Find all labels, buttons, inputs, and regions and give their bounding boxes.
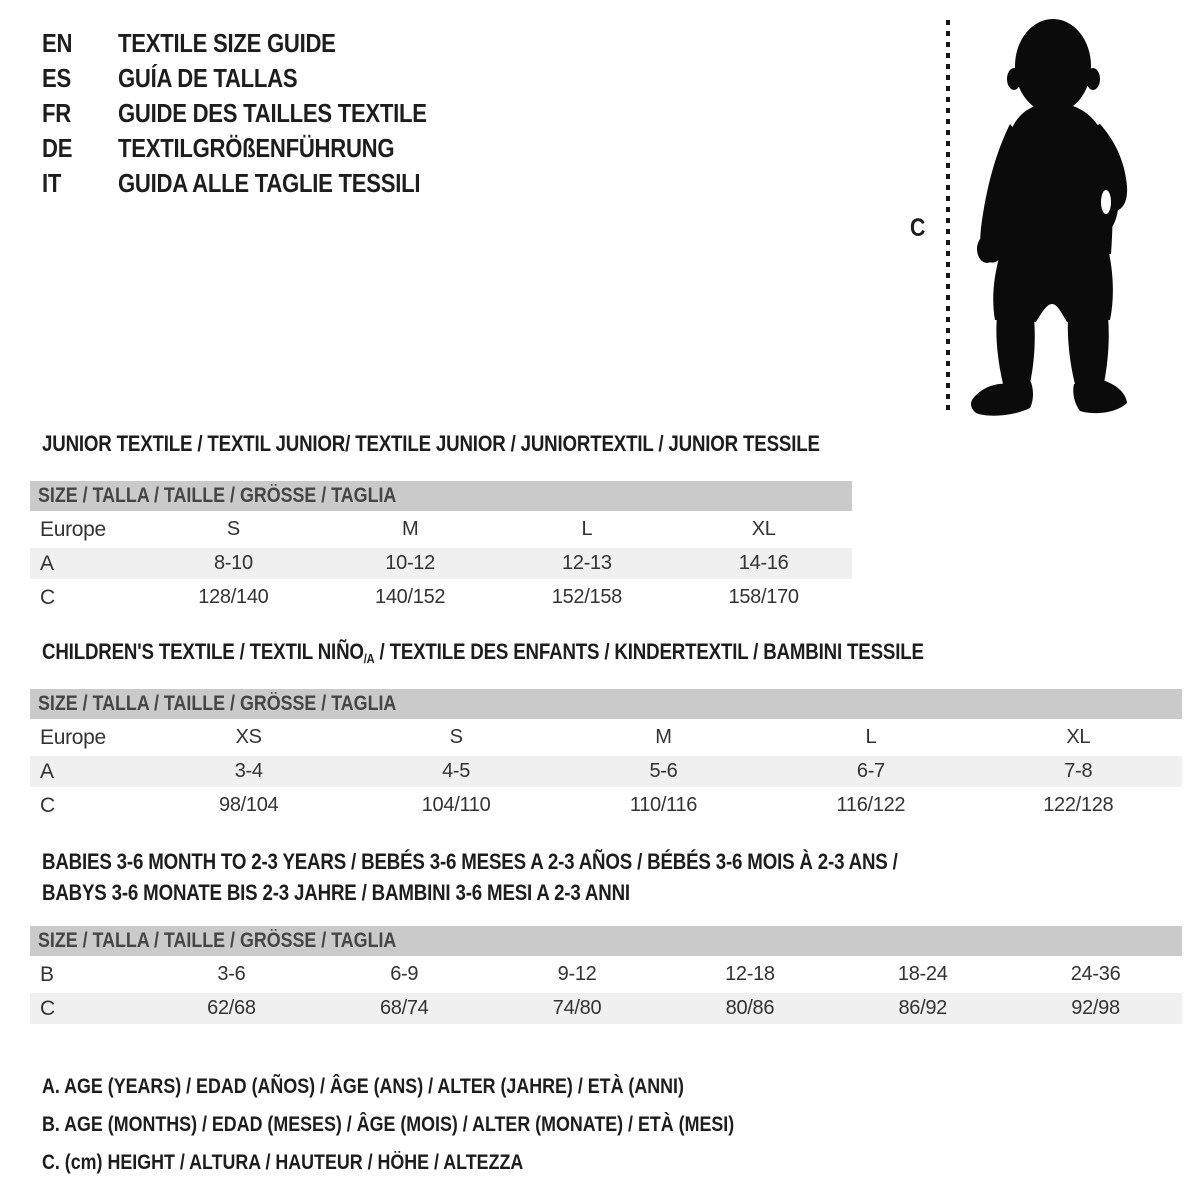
junior-row-height [30,582,852,613]
row-label: Europe [40,725,106,749]
table-cell: 152/158 [551,586,622,608]
table-cell: 9-12 [557,963,597,985]
table-cell: 128/140 [198,586,269,608]
children-size-table [30,689,1182,821]
toddler-head [1015,19,1091,113]
row-label: B [40,962,54,986]
junior-size-header-bar: SIZE / TALLA / TAILLE / GRÖSSE / TAGLIA [30,481,852,511]
table-cell: XL [751,518,776,540]
table-cell: 104/110 [421,794,491,816]
toddler-silhouette-icon [960,16,1140,418]
row-label: A [40,759,54,783]
babies-section-title [42,846,1049,908]
table-cell: 6-7 [856,760,885,782]
table-cell: S [226,518,240,540]
junior-row-europe [30,514,852,545]
children-row-age [30,756,1182,787]
table-cell: XL [1066,726,1091,748]
children-title-text: CHILDREN'S TEXTILE / TEXTIL NIÑO [42,639,364,664]
babies-title-line2: BABYS 3-6 MONATE BIS 2-3 JAHRE / BAMBINI 3-6 MESI A 2-3 ANNI [42,880,630,905]
table-cell: 12-13 [562,552,612,574]
legend [42,1068,856,1182]
language-row-de [42,131,481,166]
legend-line-b: B. AGE (MONTHS) / EDAD (MESES) / ÂGE (MOIS) / ALTER (MONATE) / ETÀ (MESI) [42,1113,735,1136]
table-cell: 24-36 [1070,963,1121,985]
babies-row-height [30,993,1182,1024]
babies-title-line1: BABIES 3-6 MONTH TO 2-3 YEARS / BEBÉS 3-6 MESES A 2-3 AÑOS / BÉBÉS 3-6 MOIS À 2-3 ANS / [42,849,898,874]
language-code: IT [42,168,62,198]
guide-title-en: TEXTILE SIZE GUIDE [118,28,336,58]
height-measure-label: C [910,214,926,242]
table-cell: 7-8 [1064,760,1093,782]
table-cell: 98/104 [219,794,279,816]
row-label: C [40,585,55,609]
table-cell: 18-24 [897,963,948,985]
children-row-europe [30,722,1182,753]
table-cell: M [401,518,419,540]
guide-title-es: GUÍA DE TALLAS [118,63,298,93]
table-cell: M [655,726,672,748]
table-cell: L [581,518,593,540]
table-cell: 110/116 [629,794,698,816]
language-row-es [42,61,481,96]
table-cell: 6-9 [390,963,419,985]
table-cell: XS [235,726,262,748]
table-cell: 10-12 [385,552,435,574]
table-cell: 122/128 [1043,794,1114,816]
children-title-text: / TEXTILE DES ENFANTS / KINDERTEXTIL / BAMBINI TESSILE [374,639,924,664]
table-cell: 3-6 [217,963,246,985]
table-cell: 3-4 [234,760,263,782]
children-title-subscript: /A [363,651,375,666]
table-cell: L [865,726,877,748]
table-cell: 14-16 [738,552,789,574]
language-code: ES [42,63,71,93]
babies-size-header-bar: SIZE / TALLA / TAILLE / GRÖSSE / TAGLIA [30,926,1182,956]
children-size-header-bar: SIZE / TALLA / TAILLE / GRÖSSE / TAGLIA [30,689,1182,719]
babies-size-table [30,926,1182,1024]
language-header [42,26,481,201]
table-cell: 5-6 [649,760,678,782]
junior-row-age [30,548,852,579]
table-cell: 62/68 [207,997,256,1019]
language-code: EN [42,28,73,58]
babies-row-age-months [30,959,1182,990]
table-cell: 86/92 [898,997,948,1019]
table-cell: 140/152 [375,586,446,608]
row-label: C [40,996,55,1020]
row-label: A [40,551,54,575]
guide-title-it: GUIDA ALLE TAGLIE TESSILI [118,168,421,198]
row-label: C [40,793,55,817]
table-cell: 80/86 [725,997,775,1019]
guide-title-fr: GUIDE DES TAILLES TEXTILE [118,98,427,128]
language-row-en [42,26,481,61]
table-cell: 116/122 [836,794,906,816]
table-cell: S [449,726,463,748]
children-row-height [30,790,1182,821]
language-code: FR [42,98,71,128]
children-section-title [42,639,1079,666]
language-row-fr [42,96,481,131]
height-measure-dashed-line [944,18,952,418]
guide-title-de: TEXTILGRÖßENFÜHRUNG [118,133,395,163]
legend-line-c: C. (cm) HEIGHT / ALTURA / HAUTEUR / HÖHE / ALTEZZA [42,1151,524,1174]
language-row-it [42,166,481,201]
table-cell: 92/98 [1071,997,1120,1019]
table-cell: 12-18 [725,963,775,985]
table-cell: 74/80 [552,997,602,1019]
legend-line-a: A. AGE (YEARS) / EDAD (AÑOS) / ÂGE (ANS) / ALTER (JAHRE) / ETÀ (ANNI) [42,1075,684,1098]
junior-section-title: JUNIOR TEXTILE / TEXTIL JUNIOR/ TEXTILE JUNIOR / JUNIORTEXTIL / JUNIOR TESSILE [42,431,820,456]
language-code: DE [42,133,73,163]
table-cell: 8-10 [213,552,253,574]
table-cell: 158/170 [728,586,799,608]
table-cell: 4-5 [442,760,471,782]
row-label: Europe [40,517,106,541]
junior-size-table [30,481,852,613]
table-cell: 68/74 [379,997,429,1019]
